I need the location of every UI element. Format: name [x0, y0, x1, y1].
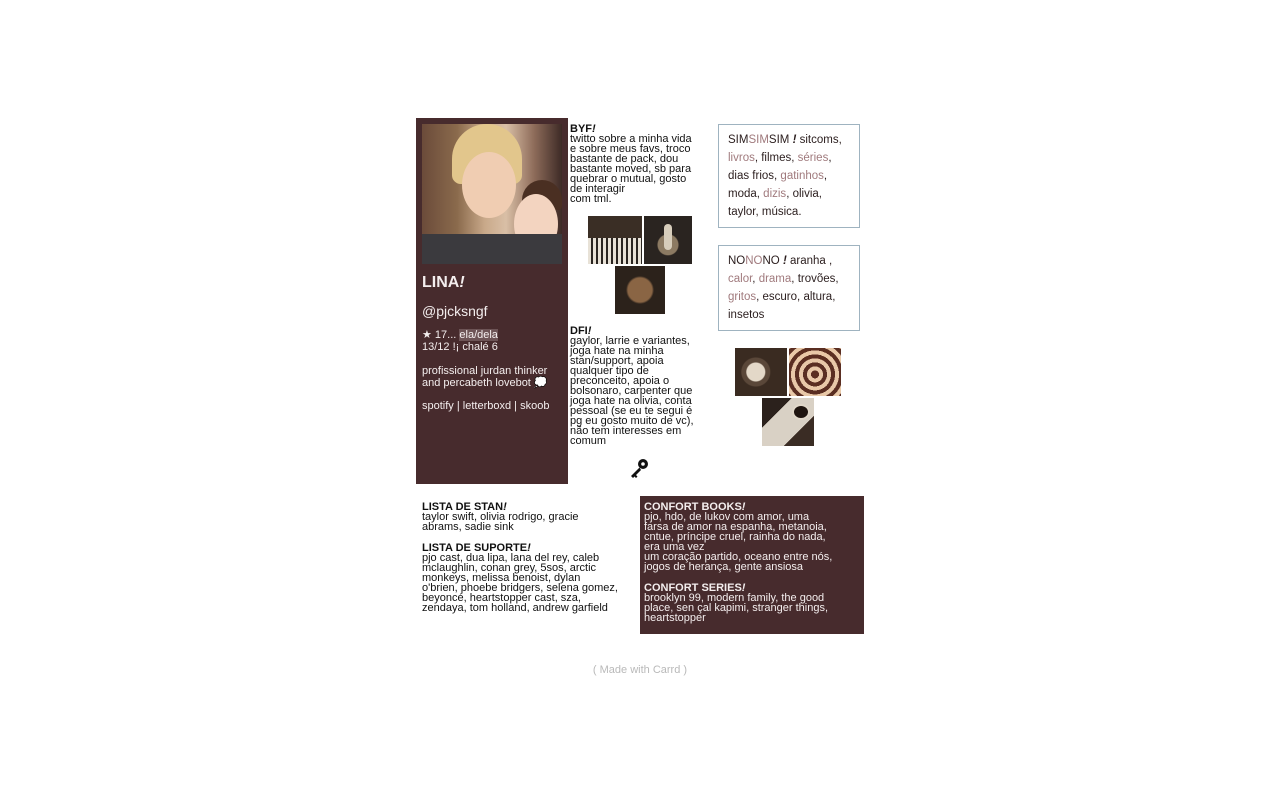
profile-handle: @pjcksngf: [422, 303, 488, 319]
profile-bio: profissional jurdan thinker and percabeth lovebot 💭: [422, 365, 548, 389]
stan-title: LISTA DE STAN!: [422, 501, 507, 513]
text-line: bastante de pack, dou: [570, 153, 679, 165]
text-line: qualquer tipo de: [570, 365, 649, 377]
stan-lists: [422, 502, 636, 613]
text-line: não tem interesses em: [570, 425, 682, 437]
text-line: era uma vez: [644, 541, 705, 553]
text-line: preconceito, apoia o: [570, 375, 670, 387]
likes-box: SIMSIMSIM ! sitcoms, livros, filmes, séries, dias frios, gatinhos, moda, dizis, olivia, taylor, música.: [718, 124, 860, 228]
text-line: pg eu gosto muito de vc),: [570, 415, 694, 427]
coffee-image: [735, 348, 787, 396]
text-line: taylor swift, olivia rodrigo, gracie: [422, 511, 579, 523]
profile-photo: [422, 124, 562, 264]
text-line: um coração partido, oceano entre nós,: [644, 551, 833, 563]
text-line: quebrar o mutual, gosto: [570, 173, 687, 185]
text-line: pjo cast, dua lipa, lana del rey, caleb: [422, 552, 600, 564]
confort-series-title: CONFORT SERIES!: [644, 582, 746, 594]
piano-image: [588, 216, 642, 264]
pronouns: ela/dela: [459, 329, 498, 341]
profile-card: [416, 118, 568, 484]
support-text: [422, 553, 636, 613]
profile-age: ★ 17...: [422, 329, 460, 341]
key-icon: [628, 457, 650, 479]
confort-panel: [640, 496, 864, 634]
dfi-text: [570, 336, 710, 446]
byf-title: BYF!: [570, 123, 596, 135]
heart-image: [789, 348, 841, 396]
profile-links: spotify | letterboxd | skoob: [422, 400, 550, 412]
text-line: farsa de amor na espanha, metanoia,: [644, 521, 827, 533]
text-line: beyoncé, heartstopper cast, sza,: [422, 592, 581, 604]
profile-info: [422, 329, 498, 353]
confort-books-title: CONFORT BOOKS!: [644, 501, 746, 513]
text-line: mclaughlin, conan grey, 5sos, arctic: [422, 562, 597, 574]
link-spotify[interactable]: spotify: [422, 400, 454, 412]
text-line: bolsonaro, carpenter que: [570, 385, 693, 397]
book-coffee-image: [762, 398, 814, 446]
confort-series-text: [644, 593, 860, 623]
dislikes-box: NONONO ! aranha , calor, drama, trovões, gritos, escuro, altura, insetos: [718, 245, 860, 331]
likes-title: SIMSIMSIM !: [728, 134, 797, 146]
dislikes-title: NONONO !: [728, 255, 787, 267]
text-line: bastante moved, sb para: [570, 163, 692, 175]
text-line: jogos de herança, gente ansiosa: [644, 561, 804, 573]
dfi-section: [570, 326, 710, 446]
text-line: zendaya, tom holland, andrew garfield: [422, 602, 608, 614]
text-line: abrams, sadie sink: [422, 521, 514, 533]
text-line: de interagir: [570, 183, 626, 195]
text-line: pjo, hdo, de lukov com amor, uma: [644, 511, 810, 523]
profile-name: LINA!: [422, 274, 465, 291]
text-line: pessoal (se eu te segui é: [570, 405, 693, 417]
text-line: heartstopper: [644, 612, 706, 624]
dfi-title: DFI!: [570, 325, 592, 337]
text-line: twitto sobre a minha vida: [570, 133, 692, 145]
byf-text: [570, 134, 710, 204]
profile-birthday: 13/12 !¡ chalé 6: [422, 341, 498, 353]
text-line: joga hate na minha: [570, 345, 664, 357]
text-line: stan/support, apoia: [570, 355, 664, 367]
text-line: joga hate na olivia, conta: [570, 395, 692, 407]
text-line: gaylor, larrie e variantes,: [570, 335, 690, 347]
text-line: e sobre meus favs, troco: [570, 143, 691, 155]
text-line: cntue, príncipe cruel, rainha do nada,: [644, 531, 826, 543]
text-line: brooklyn 99, modern family, the good: [644, 592, 825, 604]
support-title: LISTA DE SUPORTE!: [422, 542, 531, 554]
cat-image: [615, 266, 665, 314]
made-with-carrd-link[interactable]: ( Made with Carrd ): [592, 664, 688, 676]
chess-image: [644, 216, 692, 264]
text-line: place, sen çal kapimi, stranger things,: [644, 602, 829, 614]
text-line: o'brien, phoebe bridgers, selena gomez,: [422, 582, 618, 594]
stan-text: [422, 512, 636, 532]
link-skoob[interactable]: skoob: [520, 400, 550, 412]
link-letterboxd[interactable]: letterboxd: [462, 400, 512, 412]
text-line: com tml.: [570, 193, 612, 205]
text-line: monkeys, melissa benoist, dylan: [422, 572, 581, 584]
byf-section: [570, 124, 710, 204]
text-line: comum: [570, 435, 607, 447]
confort-books-text: [644, 512, 860, 572]
